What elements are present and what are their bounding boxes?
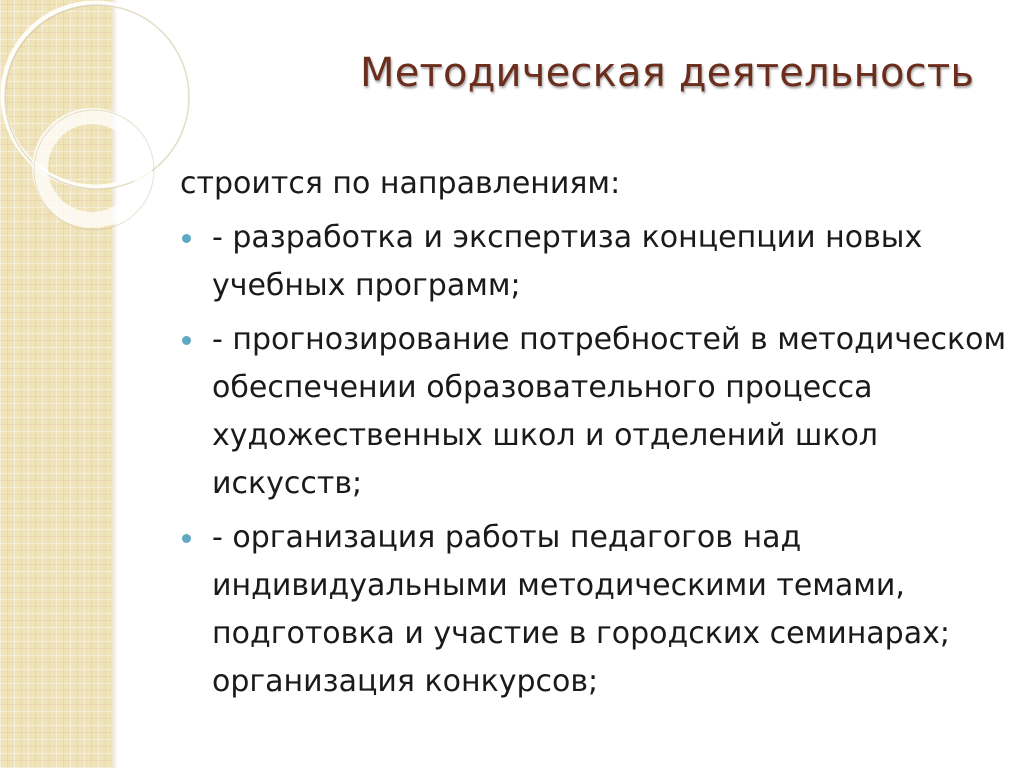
bullet-item [180,214,1010,310]
bullet-text: - организация работы педагогов над индивидуальными методическими темами, подготовка и участие в городских семинарах; организация конкурсов; [212,520,950,699]
bullet-text: - разработка и экспертиза концепции новых учебных программ; [212,220,923,303]
ring-large [3,3,187,187]
bullet-text: - прогнозирование потребностей в методическом обеспечении образовательного процесса художественных школ и отделений школ искусств; [212,322,1007,501]
bullet-dot-icon [182,234,191,243]
bullet-item [180,316,1010,508]
bullet-dot-icon [182,534,191,543]
ring-small [40,116,144,220]
decorative-rings [0,0,200,260]
bullet-item [180,514,1010,706]
bullet-list [180,214,1010,706]
slide-body [180,160,1010,712]
slide-title: Методическая деятельность [360,50,975,96]
intro-text: строится по направлениям: [180,166,621,201]
bullet-dot-icon [182,336,191,345]
